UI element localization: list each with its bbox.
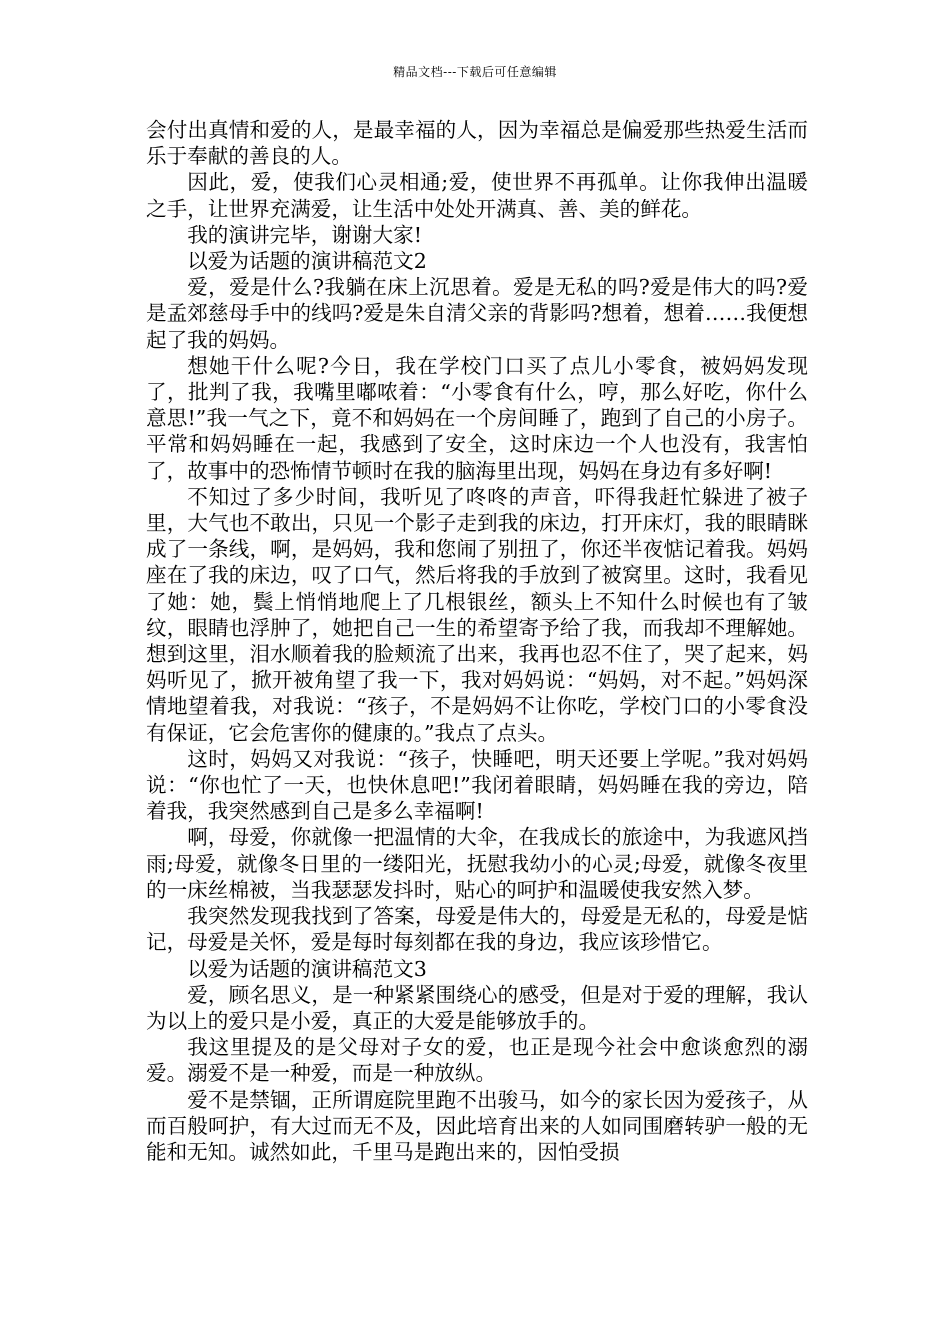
paragraph: 以爱为话题的演讲稿范文3 (187, 956, 427, 981)
paragraph: 这时，妈妈又对我说：“孩子，快睡吧，明天还要上学呢。”我对妈妈说：“你也忙了一天，也快休息吧!”我闭着眼睛，妈妈睡在我的旁边，陪着我，我突然感到自己是多么幸福啊! (146, 746, 808, 824)
paragraph: 爱，顾名思义，是一种紧紧围绕心的感受，但是对于爱的理解，我认为以上的爱只是小爱，真正的大爱是能够放手的。 (146, 982, 808, 1033)
paragraph: 我这里提及的是父母对子女的爱，也正是现今社会中愈谈愈烈的溺爱。溺爱不是一种爱，而是一种放纵。 (146, 1035, 808, 1086)
paragraph: 我的演讲完毕，谢谢大家! (187, 222, 422, 247)
page-header: 精品文档---下载后可任意编辑 (393, 65, 557, 79)
paragraph: 不知过了多少时间，我听见了咚咚的声音，吓得我赶忙躲进了被子里，大气也不敢出，只见一个影子走到我的床边，打开床灯，我的眼睛眯成了一条线，啊，是妈妈，我和您闹了别扭了，你还半夜惦记着我。妈妈座在了我的床边，叹了口气，然后将我的手放到了被窝里。这时，我看见了她：她，鬓上悄悄地爬上了几根银丝，额头上不知什么时候也有了皱纹，眼睛也浮肿了，她把自己一生的希望寄予给了我，而我却不理解她。想到这里，泪水顺着我的脸颊流了出来，我再也忍不住了，哭了起来，妈妈听见了，掀开被角望了我一下，我对妈妈说：“妈妈，对不起。”妈妈深情地望着我，对我说：“孩子，不是妈妈不让你吃，学校门口的小零食没有保证，它会危害你的健康的。”我点了点头。 (146, 484, 808, 745)
paragraph: 想她干什么呢?今日，我在学校门口买了点儿小零食，被妈妈发现了，批判了我，我嘴里嘟哝着：“小零食有什么，哼，那么好吃，你什么意思!”我一气之下，竟不和妈妈在一个房间睡了，跑到了自己的小房子。平常和妈妈睡在一起，我感到了安全，这时床边一个人也没有，我害怕了，故事中的恐怖情节顿时在我的脑海里出现，妈妈在身边有多好啊! (146, 353, 808, 483)
document-body (146, 117, 808, 1165)
paragraph: 爱，爱是什么?我躺在床上沉思着。爱是无私的吗?爱是伟大的吗?爱是孟郊慈母手中的线吗?爱是朱自清父亲的背影吗?想着，想着……我便想起了我的妈妈。 (146, 275, 808, 352)
paragraph: 我突然发现我找到了答案，母爱是伟大的，母爱是无私的，母爱是惦记，母爱是关怀，爱是每时每刻都在我的身边，我应该珍惜它。 (146, 904, 808, 955)
paragraph: 因此，爱，使我们心灵相通;爱，使世界不再孤单。让你我伸出温暖之手，让世界充满爱，让生活中处处开满真、善、美的鲜花。 (146, 170, 808, 221)
paragraph: 爱不是禁锢，正所谓庭院里跑不出骏马，如今的家长因为爱孩子，从而百般呵护，有大过而无不及，因此培育出来的人如同围磨转驴一般的无能和无知。诚然如此，千里马是跑出来的，因怕受损 (146, 1087, 808, 1164)
paragraph: 以爱为话题的演讲稿范文2 (187, 249, 427, 274)
paragraph: 会付出真情和爱的人，是最幸福的人，因为幸福总是偏爱那些热爱生活而乐于奉献的善良的人。 (146, 118, 808, 169)
paragraph: 啊，母爱，你就像一把温情的大伞，在我成长的旅途中，为我遮风挡雨;母爱，就像冬日里的一缕阳光，抚慰我幼小的心灵;母爱，就像冬夜里的一床丝棉被，当我瑟瑟发抖时，贴心的呵护和温暖使我安然入梦。 (146, 825, 808, 902)
